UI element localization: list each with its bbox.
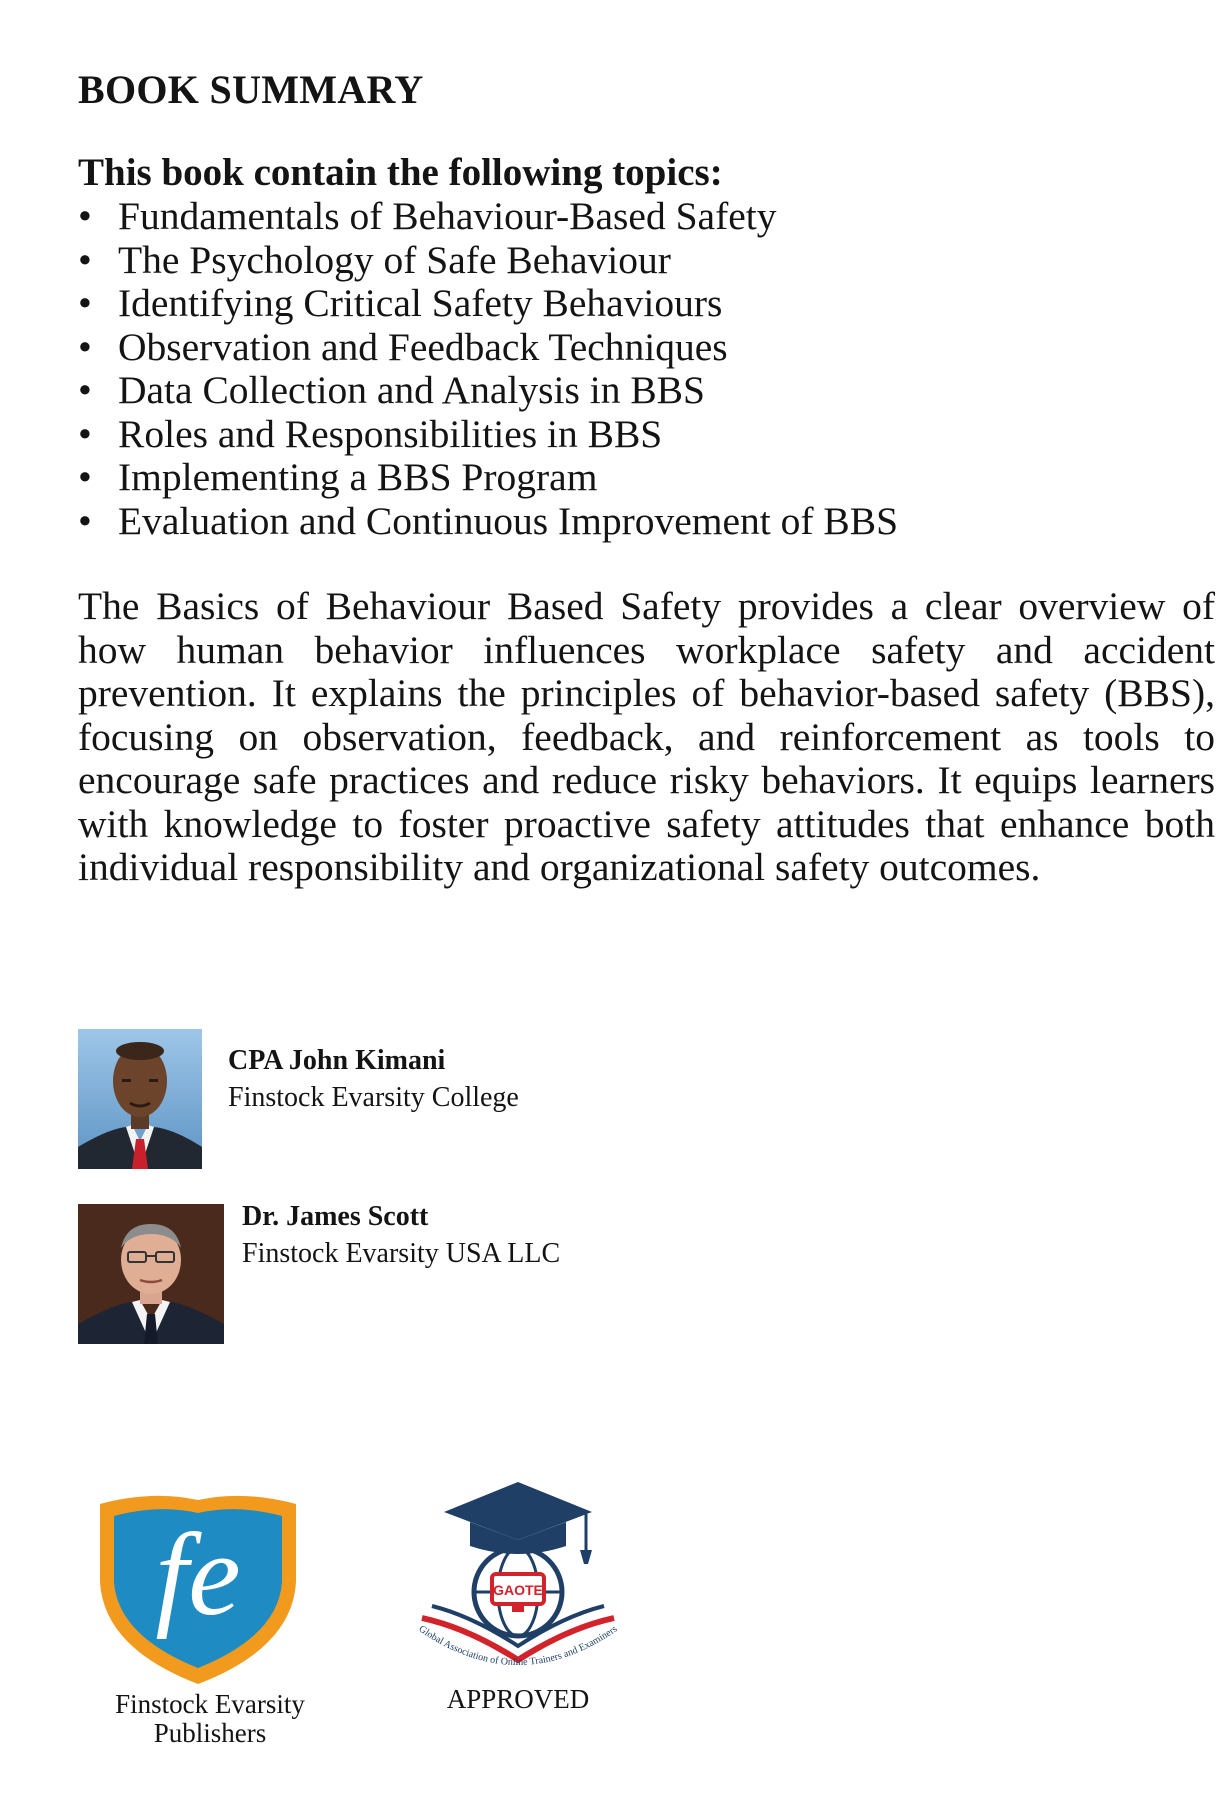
bullet-icon: • xyxy=(78,368,92,412)
topic-label: Observation and Feedback Techniques xyxy=(118,324,728,369)
list-item xyxy=(78,456,898,500)
topic-label: The Psychology of Safe Behaviour xyxy=(118,237,671,282)
topic-label: Identifying Critical Safety Behaviours xyxy=(118,281,723,325)
list-item xyxy=(78,413,898,457)
topic-label: Evaluation and Continuous Improvement of BBS xyxy=(118,498,899,543)
graduation-cap-icon xyxy=(408,1478,628,1686)
publisher-caption xyxy=(96,1690,324,1748)
summary-paragraph: The Basics of Behaviour Based Safety provides a clear overview of how human behavior influences workplace safety and accident prevention. It explains the principles of behavior-based safety (BBS), focusing on observation, feedback, and reinforcement as tools to encourage safe practices and reduce risky behaviors. It equips learners with knowledge to foster proactive safety attitudes that enhance both individual responsibility and organizational safety outcomes. xyxy=(78,584,1215,889)
list-item xyxy=(78,282,898,326)
approved-label: APPROVED xyxy=(446,1684,590,1714)
bullet-icon: • xyxy=(78,455,92,499)
author-name: Dr. James Scott xyxy=(242,1201,429,1232)
author-photo xyxy=(78,1204,224,1344)
list-item xyxy=(78,369,898,413)
publisher-logo xyxy=(96,1486,300,1688)
bullet-icon: • xyxy=(78,237,92,282)
shield-icon xyxy=(96,1486,300,1688)
list-item xyxy=(78,500,898,544)
accreditor-badge-text: GAOTE xyxy=(493,1582,543,1598)
list-item xyxy=(78,326,898,370)
portrait-icon xyxy=(78,1204,224,1344)
bullet-icon: • xyxy=(78,281,92,325)
bullet-icon: • xyxy=(78,411,92,456)
author-photo xyxy=(78,1029,202,1169)
page-heading: BOOK SUMMARY xyxy=(78,67,424,112)
author-name: CPA John Kimani xyxy=(228,1045,446,1076)
bullet-icon: • xyxy=(78,324,92,369)
topic-label: Data Collection and Analysis in BBS xyxy=(118,368,705,412)
accreditor-logo xyxy=(408,1478,628,1686)
publisher-caption-line2: Publishers xyxy=(153,1718,267,1748)
topics-title: This book contain the following topics: xyxy=(78,151,723,194)
publisher-caption-line1: Finstock Evarsity xyxy=(115,1689,305,1719)
topic-label: Roles and Responsibilities in BBS xyxy=(118,411,663,456)
bullet-icon: • xyxy=(78,194,92,238)
accreditor-arc-label: Global Association of Online Trainers and Examiners xyxy=(416,1623,620,1669)
topic-label: Implementing a BBS Program xyxy=(118,455,598,499)
topic-label: Fundamentals of Behaviour-Based Safety xyxy=(118,194,777,238)
list-item xyxy=(78,239,898,283)
author-affiliation: Finstock Evarsity College xyxy=(228,1082,519,1113)
topics-list xyxy=(78,195,898,543)
author-affiliation: Finstock Evarsity USA LLC xyxy=(242,1238,561,1269)
portrait-icon xyxy=(78,1029,202,1169)
bullet-icon: • xyxy=(78,498,92,543)
publisher-logo-text: fe xyxy=(155,1509,241,1640)
list-item xyxy=(78,195,898,239)
